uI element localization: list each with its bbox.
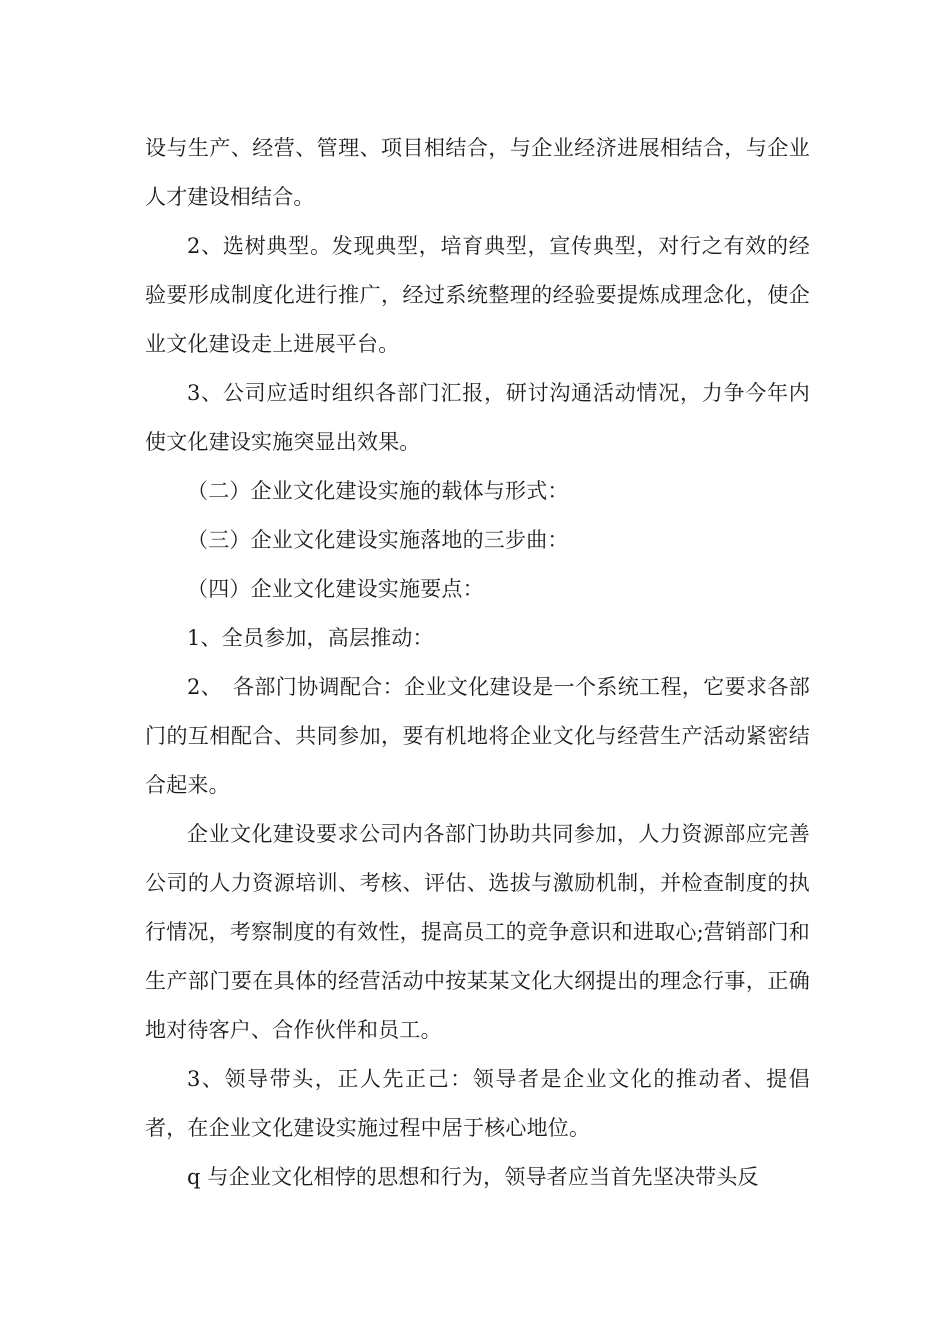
- document-body: [145, 124, 810, 1202]
- paragraph: 1、全员参加，高层推动：: [187, 626, 434, 650]
- paragraph: 2、 各部门协调配合：企业文化建设是一个系统工程，它要求各部门的互相配合、共同参加，要有机地将企业文化与经营生产活动紧密结合起来。: [145, 675, 810, 797]
- section-heading: （二）企业文化建设实施的载体与形式：: [187, 479, 569, 503]
- section-heading: （四）企业文化建设实施要点：: [187, 577, 484, 601]
- paragraph: 3、公司应适时组织各部门汇报，研讨沟通活动情况，力争今年内使文化建设实施突显出效果。: [145, 381, 810, 454]
- paragraph: 3、领导带头，正人先正己：领导者是企业文化的推动者、提倡者，在企业文化建设实施过程中居于核心地位。: [145, 1067, 810, 1140]
- section-heading: （三）企业文化建设实施落地的三步曲：: [187, 528, 569, 552]
- paragraph: 2、选树典型。发现典型，培育典型，宣传典型，对行之有效的经验要形成制度化进行推广，经过系统整理的经验要提炼成理念化，使企业文化建设走上进展平台。: [145, 234, 810, 356]
- paragraph: 企业文化建设要求公司内各部门协助共同参加，人力资源部应完善公司的人力资源培训、考核、评估、选拔与激励机制，并检查制度的执行情况，考察制度的有效性，提高员工的竞争意识和进取心;营销部门和生产部门要在具体的经营活动中按某某文化大纲提出的理念行事，正确地对待客户、合作伙伴和员工。: [145, 822, 810, 1042]
- paragraph: q 与企业文化相悖的思想和行为，领导者应当首先坚决带头反: [187, 1165, 759, 1189]
- paragraph: 设与生产、经营、管理、项目相结合，与企业经济进展相结合，与企业人才建设相结合。: [145, 136, 810, 209]
